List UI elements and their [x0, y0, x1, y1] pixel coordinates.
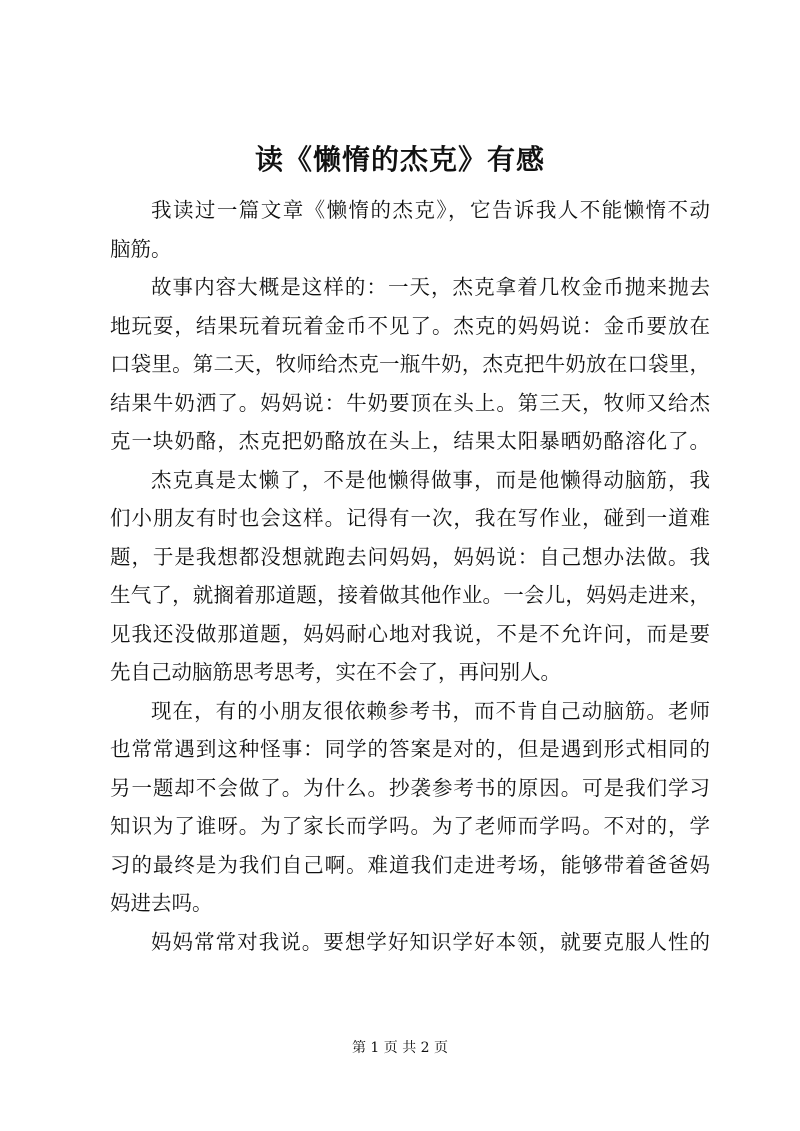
text-line: 也常常遇到这种怪事：同学的答案是对的，但是遇到形式相同的 [110, 737, 710, 761]
text-line: 妈进去吗。 [110, 891, 213, 915]
text-line: 地玩耍，结果玩着玩着金币不见了。杰克的妈妈说：金币要放在 [110, 313, 710, 338]
text-line: 杰克真是太懒了，不是他懒得做事，而是他懒得动脑筋，我 [151, 467, 710, 492]
text-line: 知识为了谁呀。为了家长而学吗。为了老师而学吗。不对的，学 [110, 814, 710, 838]
text-line: 现在，有的小朋友很依赖参考书，而不肯自己动脑筋。老师 [151, 698, 710, 723]
text-line: 生气了，就搁着那道题，接着做其他作业。一会儿，妈妈走进来， [110, 583, 710, 607]
page-number-footer: 第 1 页 共 2 页 [351, 1040, 449, 1056]
text-line: 另一题却不会做了。为什么。抄袭参考书的原因。可是我们学习 [110, 775, 710, 800]
text-line: 结果牛奶洒了。妈妈说：牛奶要顶在头上。第三天，牧师又给杰 [110, 390, 710, 415]
text-line: 口袋里。第二天，牧师给杰克一瓶牛奶，杰克把牛奶放在口袋里， [110, 352, 710, 376]
text-line: 故事内容大概是这样的：一天，杰克拿着几枚金币抛来抛去 [151, 275, 710, 299]
text-line: 习的最终是为我们自己啊。难道我们走进考场，能够带着爸爸妈 [110, 852, 710, 877]
page-title: 读《懒惰的杰克》有感 [254, 143, 545, 176]
text-line: 我读过一篇文章《懒惰的杰克》，它告诉我人不能懒惰不动 [151, 198, 710, 222]
text-line: 脑筋。 [110, 236, 172, 261]
article-body [110, 191, 710, 961]
text-line: 克一块奶酪，杰克把奶酪放在头上，结果太阳暴晒奶酪溶化了。 [110, 429, 710, 453]
text-line: 题，于是我想都没想就跑去问妈妈，妈妈说：自己想办法做。我 [110, 544, 710, 569]
text-line: 先自己动脑筋思考思考，实在不会了，再问别人。 [110, 660, 561, 684]
text-line: 们小朋友有时也会这样。记得有一次，我在写作业，碰到一道难 [110, 506, 710, 530]
text-line: 见我还没做那道题，妈妈耐心地对我说，不是不允许问，而是要 [110, 621, 710, 646]
text-line: 妈妈常常对我说。要想学好知识学好本领，就要克服人性的 [151, 929, 710, 954]
